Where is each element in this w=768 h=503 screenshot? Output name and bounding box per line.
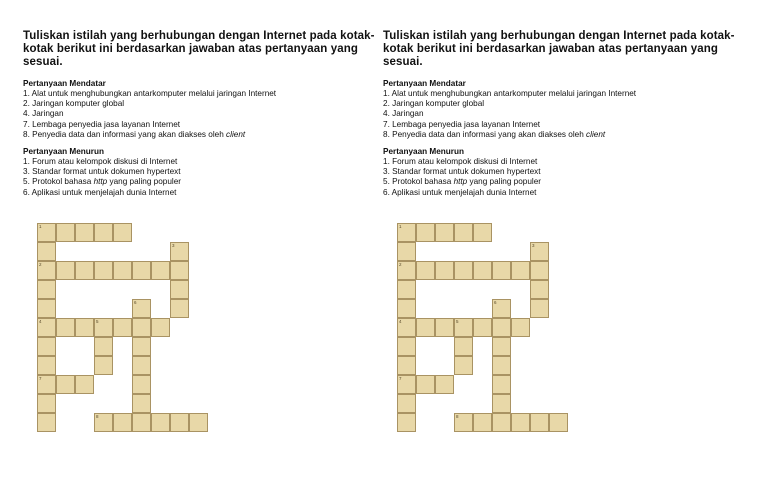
clue-item: 1 . Forum atau kelompok diskusi di Internet	[383, 157, 738, 167]
crossword-cell[interactable]	[170, 242, 189, 261]
crossword-cell[interactable]	[416, 318, 435, 337]
clue-list-mendatar	[23, 89, 378, 140]
crossword-cell[interactable]	[151, 261, 170, 280]
crossword-cell[interactable]	[56, 223, 75, 242]
crossword-cell[interactable]	[132, 261, 151, 280]
crossword-cell[interactable]	[416, 223, 435, 242]
crossword-cell[interactable]	[113, 261, 132, 280]
crossword-cell-number: 2	[39, 262, 42, 267]
clue-item: 8 . Penyedia data dan informasi yang akan diakses oleh client	[383, 130, 738, 140]
clue-item: 3 . Standar format untuk dokumen hypertext	[23, 167, 378, 177]
crossword-cell-number: 6	[134, 300, 137, 305]
crossword-cell[interactable]	[113, 413, 132, 432]
crossword-cell[interactable]	[397, 261, 416, 280]
clue-item: 3 . Standar format untuk dokumen hypertext	[383, 167, 738, 177]
crossword-cell[interactable]	[473, 261, 492, 280]
clue-item: 6 . Aplikasi untuk menjelajah dunia Internet	[23, 188, 378, 198]
clue-item: 1 . Alat untuk menghubungkan antarkomputer melalui jaringan Internet	[23, 89, 378, 99]
crossword-cell[interactable]	[492, 337, 511, 356]
crossword-cell[interactable]	[397, 280, 416, 299]
crossword-cell[interactable]	[75, 223, 94, 242]
crossword-cell-number: 4	[399, 319, 402, 324]
crossword-cell[interactable]	[416, 375, 435, 394]
crossword-grid	[397, 223, 587, 419]
clue-item: 2 . Jaringan komputer global	[23, 99, 378, 109]
crossword-cell-number: 2	[399, 262, 402, 267]
clue-item: 7 . Lembaga penyedia jasa layanan Internet	[23, 120, 378, 130]
crossword-cell[interactable]	[454, 413, 473, 432]
crossword-cell[interactable]	[37, 223, 56, 242]
crossword-cell[interactable]	[435, 223, 454, 242]
crossword-cell[interactable]	[492, 261, 511, 280]
crossword-cell-number: 1	[39, 224, 42, 229]
crossword-cell[interactable]	[397, 394, 416, 413]
crossword-cell[interactable]	[473, 318, 492, 337]
crossword-cell[interactable]	[170, 299, 189, 318]
crossword-cell[interactable]	[549, 413, 568, 432]
crossword-cell[interactable]	[492, 375, 511, 394]
worksheet-title: Tuliskan istilah yang berhubungan dengan Internet pada kotak-kotak berikut ini berdasarkan jawaban atas pertanyaan yang sesuai.	[383, 30, 735, 68]
crossword-cell[interactable]	[416, 261, 435, 280]
crossword-cell[interactable]	[397, 242, 416, 261]
crossword-cell[interactable]	[454, 261, 473, 280]
section-heading-mendatar: Pertanyaan Mendatar	[23, 79, 106, 88]
clue-list-menurun	[383, 157, 738, 198]
crossword-cell-number: 6	[494, 300, 497, 305]
crossword-cell[interactable]	[132, 337, 151, 356]
crossword-cell[interactable]	[454, 356, 473, 375]
crossword-cell-number: 8	[456, 414, 459, 419]
crossword-cell[interactable]	[397, 299, 416, 318]
crossword-cell[interactable]	[37, 375, 56, 394]
crossword-cell[interactable]	[37, 356, 56, 375]
crossword-cell-number: 3	[172, 243, 175, 248]
crossword-cell[interactable]	[94, 356, 113, 375]
section-heading-menurun: Pertanyaan Menurun	[383, 147, 464, 157]
crossword-cell[interactable]	[492, 413, 511, 432]
crossword-cell[interactable]	[435, 375, 454, 394]
clue-list-mendatar	[383, 89, 738, 140]
crossword-cell[interactable]	[454, 318, 473, 337]
crossword-cell[interactable]	[473, 413, 492, 432]
crossword-cell[interactable]	[492, 394, 511, 413]
worksheet-left	[23, 30, 378, 419]
crossword-cell[interactable]	[37, 337, 56, 356]
clue-item: 1 . Forum atau kelompok diskusi di Internet	[23, 157, 378, 167]
crossword-cell[interactable]	[511, 413, 530, 432]
crossword-cell[interactable]	[37, 280, 56, 299]
crossword-cell-number: 5	[96, 319, 99, 324]
crossword-cell[interactable]	[132, 394, 151, 413]
crossword-grid	[37, 223, 227, 419]
crossword-cell[interactable]	[492, 356, 511, 375]
crossword-cell[interactable]	[113, 223, 132, 242]
crossword-cell[interactable]	[189, 413, 208, 432]
section-heading-menurun: Pertanyaan Menurun	[23, 147, 104, 157]
crossword-cell[interactable]	[56, 261, 75, 280]
clue-item: 5 . Protokol bahasa http yang paling populer	[23, 177, 378, 187]
crossword-cell[interactable]	[397, 337, 416, 356]
clue-item: 8 . Penyedia data dan informasi yang akan diakses oleh client	[23, 130, 378, 140]
crossword-cell[interactable]	[397, 318, 416, 337]
crossword-cell[interactable]	[511, 261, 530, 280]
crossword-cell[interactable]	[397, 356, 416, 375]
crossword-cell[interactable]	[94, 223, 113, 242]
crossword-cell[interactable]	[170, 261, 189, 280]
crossword-cell[interactable]	[94, 413, 113, 432]
crossword-cell[interactable]	[397, 375, 416, 394]
crossword-cell[interactable]	[132, 375, 151, 394]
crossword-cell[interactable]	[435, 318, 454, 337]
crossword-cell[interactable]	[132, 413, 151, 432]
crossword-cell[interactable]	[170, 280, 189, 299]
crossword-cell[interactable]	[113, 318, 132, 337]
crossword-cell[interactable]	[37, 261, 56, 280]
crossword-cell[interactable]	[511, 318, 530, 337]
crossword-cell[interactable]	[94, 318, 113, 337]
crossword-cell[interactable]	[530, 242, 549, 261]
crossword-cell[interactable]	[37, 299, 56, 318]
crossword-cell[interactable]	[473, 223, 492, 242]
crossword-cell[interactable]	[530, 299, 549, 318]
crossword-cell[interactable]	[397, 413, 416, 432]
clue-item: 5 . Protokol bahasa http yang paling populer	[383, 177, 738, 187]
crossword-cell-number: 3	[532, 243, 535, 248]
crossword-cell[interactable]	[170, 413, 189, 432]
crossword-cell-number: 4	[39, 319, 42, 324]
crossword-cell[interactable]	[132, 356, 151, 375]
crossword-cell[interactable]	[56, 318, 75, 337]
crossword-cell[interactable]	[37, 413, 56, 432]
worksheet-title: Tuliskan istilah yang berhubungan dengan Internet pada kotak-kotak berikut ini berdasarkan jawaban atas pertanyaan yang sesuai.	[23, 30, 375, 68]
crossword-cell[interactable]	[151, 318, 170, 337]
crossword-cell[interactable]	[94, 337, 113, 356]
crossword-cell-number: 1	[399, 224, 402, 229]
clue-item: 7 . Lembaga penyedia jasa layanan Internet	[383, 120, 738, 130]
crossword-cell[interactable]	[75, 318, 94, 337]
clue-item: 2 . Jaringan komputer global	[383, 99, 738, 109]
worksheet-right	[383, 30, 738, 419]
crossword-cell[interactable]	[454, 223, 473, 242]
crossword-cell[interactable]	[454, 337, 473, 356]
clue-item: 4 . Jaringan	[383, 109, 738, 119]
crossword-cell[interactable]	[132, 318, 151, 337]
crossword-cell[interactable]	[37, 318, 56, 337]
crossword-cell[interactable]	[530, 261, 549, 280]
clue-item: 6 . Aplikasi untuk menjelajah dunia Internet	[383, 188, 738, 198]
crossword-cell-number: 7	[39, 376, 42, 381]
crossword-cell[interactable]	[530, 413, 549, 432]
crossword-cell[interactable]	[492, 318, 511, 337]
crossword-cell[interactable]	[94, 261, 113, 280]
crossword-cell[interactable]	[37, 394, 56, 413]
clue-list-menurun	[23, 157, 378, 198]
crossword-cell[interactable]	[56, 375, 75, 394]
crossword-cell-number: 7	[399, 376, 402, 381]
section-heading-mendatar: Pertanyaan Mendatar	[383, 79, 466, 88]
crossword-cell[interactable]	[435, 261, 454, 280]
crossword-cell[interactable]	[492, 299, 511, 318]
crossword-cell[interactable]	[530, 280, 549, 299]
crossword-cell[interactable]	[75, 261, 94, 280]
crossword-cell-number: 8	[96, 414, 99, 419]
crossword-cell-number: 5	[456, 319, 459, 324]
crossword-cell[interactable]	[37, 242, 56, 261]
crossword-cell[interactable]	[151, 413, 170, 432]
clue-item: 1 . Alat untuk menghubungkan antarkomputer melalui jaringan Internet	[383, 89, 738, 99]
clue-item: 4 . Jaringan	[23, 109, 378, 119]
crossword-cell[interactable]	[397, 223, 416, 242]
crossword-cell[interactable]	[132, 299, 151, 318]
crossword-cell[interactable]	[75, 375, 94, 394]
